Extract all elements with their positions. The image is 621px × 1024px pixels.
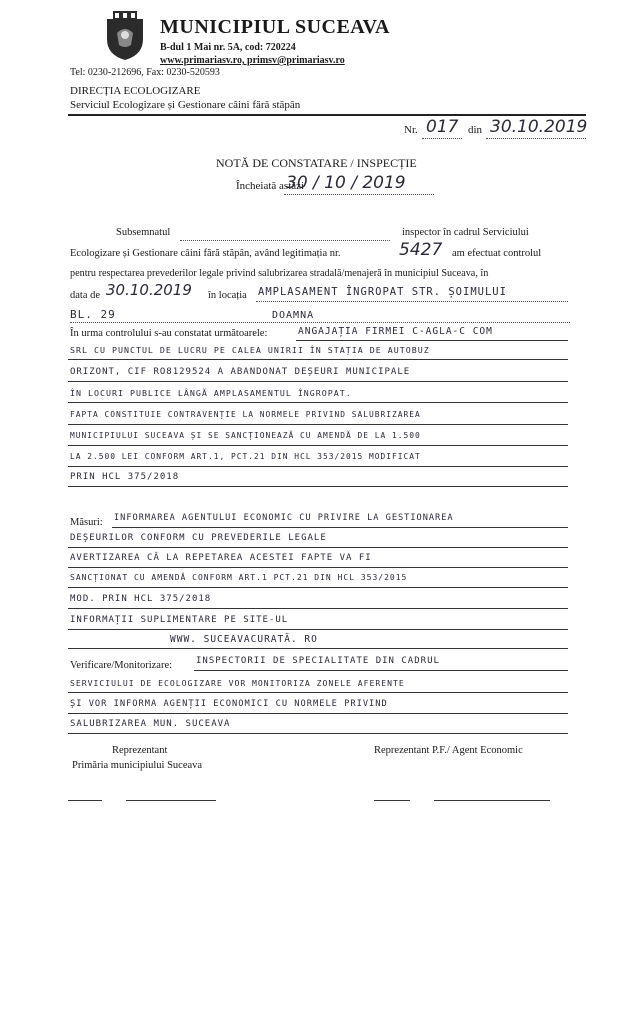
verificare-lines-rule — [68, 692, 568, 693]
nr-label: Nr. — [404, 124, 418, 136]
constatari-lines-rule — [68, 445, 568, 446]
locatia-value-1: AMPLASAMENT ÎNGROPAT STR. ȘOIMULUI — [258, 286, 507, 298]
municipal-crest-logo — [103, 11, 147, 61]
data-value: 30.10.2019 — [106, 281, 192, 299]
masuri-lines-rule — [112, 527, 568, 528]
masuri-lines-line: DEȘEURILOR CONFORM CU PREVEDERILE LEGALE — [70, 533, 327, 543]
verificare-label: Verificare/Monitorizare: — [70, 660, 173, 671]
header-address: B-dul 1 Mai nr. 5A, cod: 720224 — [160, 42, 296, 53]
masuri-lines-rule — [68, 567, 568, 568]
left-rep-label-2: Primăria municipiului Suceava — [72, 760, 203, 771]
constatari-lines-line: FAPTA CONSTITUIE CONTRAVENȚIE LA NORMELE PRIVIND SALUBRIZAREA — [70, 410, 421, 419]
locatia-value-2a: BL. 29 — [70, 308, 116, 321]
constatari-lines-line: LA 2.500 LEI CONFORM ART.1, PCT.21 DIN HCL 353/2015 MODIFICAT — [70, 452, 421, 461]
verificare-lines-rule — [194, 670, 568, 671]
masuri-lines-rule — [68, 547, 568, 548]
inspector-label: inspector în cadrul Serviciului — [402, 227, 529, 238]
masuri-lines-line: INFORMAȚII SUPLIMENTARE PE SITE-UL — [70, 615, 289, 625]
constatari-lines-line: PRIN HCL 375/2018 — [70, 472, 180, 482]
directorate-name: DIRECȚIA ECOLOGIZARE — [70, 85, 201, 97]
header-title: MUNICIPIUL SUCEAVA — [160, 16, 390, 38]
masuri-lines-rule — [68, 648, 568, 649]
constatari-lines-line: ORIZONT, CIF RO8129524 A ABANDONAT DEȘEURI MUNICIPALE — [70, 367, 411, 377]
din-label: din — [468, 124, 483, 136]
verificare-lines-rule — [68, 733, 568, 734]
constatari-lines-rule — [68, 486, 568, 487]
masuri-label: Măsuri: — [70, 517, 103, 528]
verificare-lines-line: ȘI VOR INFORMA AGENȚII ECONOMICI CU NORMELE PRIVIND — [70, 699, 388, 709]
header-web: www.primariasv.ro, primsv@primariasv.ro — [160, 55, 345, 66]
purpose-text: pentru respectarea prevederilor legale privind salubrizarea stradală/menajeră în municipiul Suceava, în — [70, 268, 489, 279]
legitimatie-label: Ecologizare și Gestionare câini fără stăpân, având legitimația nr. — [70, 248, 341, 259]
header-phone: Tel: 0230-212696, Fax: 0230-520593 — [70, 67, 220, 78]
din-value: 30.10.2019 — [490, 117, 588, 137]
document-title: NOTĂ DE CONSTATARE / INSPECȚIE — [216, 156, 417, 170]
right-signature-line-2 — [434, 800, 550, 801]
verificare-lines-line: SERVICIULUI DE ECOLOGIZARE VOR MONITORIZA ZONELE AFERENTE — [70, 678, 405, 688]
constatari-lines-rule — [68, 359, 568, 360]
constatari-label: În urma controlului s-au constatat următoarele: — [70, 328, 268, 339]
right-signature-line-1 — [374, 800, 410, 801]
masuri-lines-line: SANCȚIONAT CU AMENDĂ CONFORM ART.1 PCT.21 DIN HCL 353/2015 — [70, 573, 408, 582]
constatari-lines-rule — [68, 381, 568, 382]
masuri-lines-line: INFORMAREA AGENTULUI ECONOMIC CU PRIVIRE LA GESTIONAREA — [114, 513, 454, 523]
nr-underline — [422, 138, 462, 139]
constatari-lines-line: SRL CU PUNCTUL DE LUCRU PE CALEA UNIRII ÎN STAȚIA DE AUTOBUZ — [70, 345, 430, 355]
constatari-lines-line: ANGAJAȚIA FIRMEI C-AGLA-C COM — [298, 326, 493, 337]
constatari-lines-rule — [68, 424, 568, 425]
concluded-label: Încheiată astăzi — [236, 180, 305, 192]
control-label: am efectuat controlul — [452, 248, 542, 259]
masuri-lines-line: MOD. PRIN HCL 375/2018 — [70, 594, 212, 604]
constatari-lines-rule — [296, 340, 568, 341]
left-rep-label-1: Reprezentant — [112, 745, 168, 756]
subsemnatul-label: Subsemnatul — [116, 227, 171, 238]
masuri-lines-rule — [68, 629, 568, 630]
din-underline — [486, 138, 586, 139]
header-divider — [68, 114, 586, 116]
left-signature-line-1 — [68, 800, 102, 801]
locatia-line-2 — [70, 322, 570, 323]
verificare-lines-line: SALUBRIZAREA MUN. SUCEAVA — [70, 719, 231, 729]
masuri-lines-rule — [68, 587, 568, 588]
masuri-lines-line: AVERTIZAREA CĂ LA REPETAREA ACESTEI FAPTE VA FI — [70, 553, 372, 563]
constatari-lines-rule — [68, 466, 568, 467]
verificare-lines-line: INSPECTORII DE SPECIALITATE DIN CADRUL — [196, 656, 440, 666]
legitimatie-value: 5427 — [399, 240, 443, 260]
masuri-lines-line: WWW. SUCEAVACURATĂ. RO — [170, 634, 318, 645]
service-name: Serviciul Ecologizare și Gestionare câini fără stăpân — [70, 99, 301, 111]
constatari-lines-line: ÎN LOCURI PUBLICE LÂNGĂ AMPLASAMENTUL ÎNGROPAT. — [70, 388, 352, 398]
masuri-lines-rule — [68, 608, 568, 609]
data-label: data de — [70, 290, 101, 301]
nr-value: 017 — [426, 117, 459, 137]
subsemnatul-line — [180, 240, 390, 241]
locatia-value-2b: DOAMNA — [272, 310, 315, 321]
locatia-label: în locația — [208, 290, 247, 301]
concluded-underline — [284, 194, 434, 195]
verificare-lines-rule — [68, 713, 568, 714]
right-rep-label: Reprezentant P.F./ Agent Economic — [374, 745, 523, 756]
locatia-line-1 — [256, 301, 568, 302]
concluded-value: 30 / 10 / 2019 — [286, 173, 406, 193]
left-signature-line-2 — [126, 800, 216, 801]
constatari-lines-rule — [68, 402, 568, 403]
constatari-lines-line: MUNICIPIULUI SUCEAVA ȘI SE SANCȚIONEAZĂ CU AMENDĂ DE LA 1.500 — [70, 431, 421, 440]
